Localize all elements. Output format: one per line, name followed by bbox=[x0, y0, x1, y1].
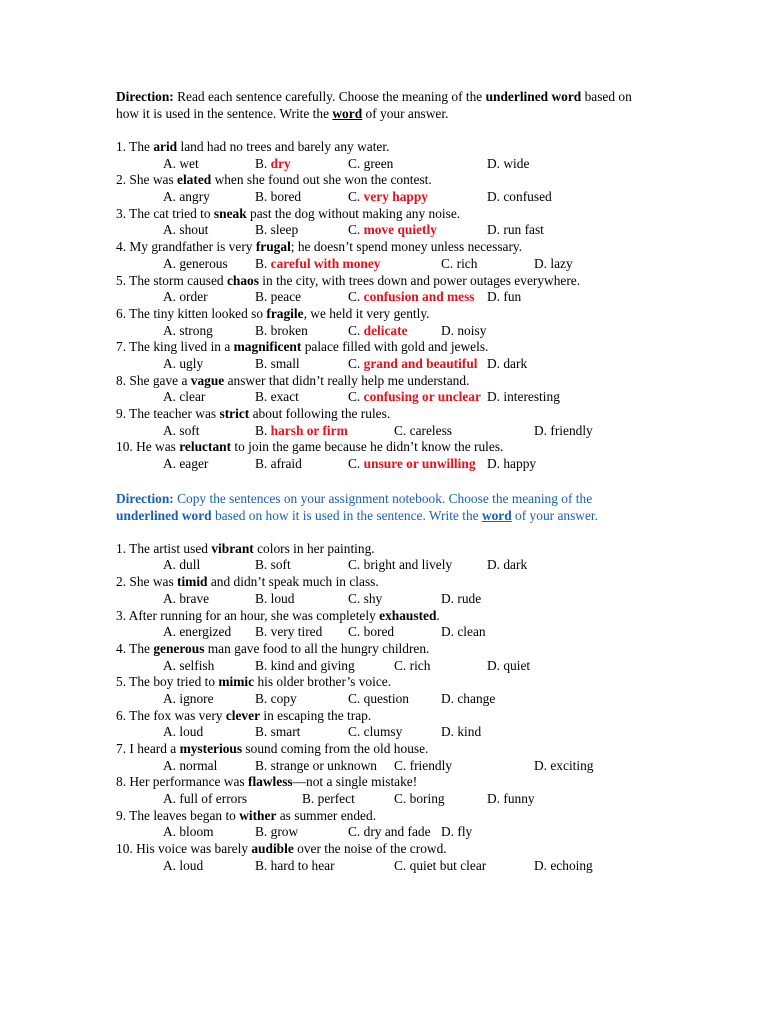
answer-options bbox=[116, 289, 656, 306]
question-text: 8. Her performance was bbox=[116, 774, 248, 790]
direction-2-label: Direction: bbox=[116, 490, 174, 506]
target-word: exhausted bbox=[379, 607, 437, 623]
target-word: magnificent bbox=[233, 339, 302, 355]
question-text: 8. She gave a bbox=[116, 372, 191, 388]
question-text: 2. She was bbox=[116, 574, 177, 590]
direction-1-text-b: based on how it is used in the sentence. Write the bbox=[116, 89, 632, 121]
target-word: arid bbox=[153, 139, 178, 154]
option-b: B. sleep bbox=[255, 222, 299, 238]
question-text: 5. The storm caused bbox=[116, 272, 227, 288]
option-b: B. kind and giving bbox=[255, 657, 355, 673]
question-3 bbox=[116, 608, 656, 625]
question-text: and didn’t speak much in class. bbox=[207, 574, 379, 590]
answer-options bbox=[116, 724, 656, 741]
option-b: B. small bbox=[255, 355, 300, 371]
option-d: D. confused bbox=[487, 189, 552, 205]
answer-options bbox=[116, 691, 656, 708]
question-text: palace filled with gold and jewels. bbox=[301, 339, 489, 355]
option-a: A. ignore bbox=[163, 690, 214, 706]
target-word: frugal bbox=[255, 239, 291, 255]
option-b: B. broken bbox=[255, 322, 308, 338]
option-c-correct: C. grand and beautiful bbox=[348, 355, 478, 371]
direction-1-word: word bbox=[332, 106, 363, 121]
target-word: timid bbox=[177, 574, 208, 590]
question-text: about following the rules. bbox=[249, 406, 391, 422]
section-2-questions bbox=[116, 541, 656, 875]
direction-2-text-b: based on how it is used in the sentence. Write the bbox=[211, 507, 482, 523]
option-c: C. boring bbox=[394, 791, 445, 807]
target-word: vibrant bbox=[211, 540, 254, 556]
target-word: strict bbox=[219, 406, 250, 422]
answer-options bbox=[116, 858, 656, 875]
option-a: A. full of errors bbox=[163, 791, 248, 807]
target-word: generous bbox=[153, 640, 205, 656]
option-a: A. loud bbox=[163, 724, 204, 740]
option-a: A. loud bbox=[163, 857, 204, 873]
correct-answer: careful with money bbox=[270, 255, 381, 271]
question-text: to join the game because he didn’t know the rules. bbox=[231, 439, 504, 455]
option-d: D. dark bbox=[487, 355, 528, 371]
option-c: C. clumsy bbox=[348, 724, 403, 740]
option-b: B. smart bbox=[255, 724, 301, 740]
option-a: A. selfish bbox=[163, 657, 215, 673]
question-text: 3. The cat tried to bbox=[116, 205, 214, 221]
option-b-correct: B. dry bbox=[255, 155, 291, 171]
option-b: B. hard to hear bbox=[255, 857, 335, 873]
question-7 bbox=[116, 741, 656, 758]
direction-2-underlined-word: underlined word bbox=[116, 507, 212, 523]
option-b: B. strange or unknown bbox=[255, 757, 377, 773]
correct-answer: unsure or unwilling bbox=[363, 456, 476, 472]
target-word: mimic bbox=[218, 674, 255, 690]
target-word: fragile bbox=[266, 305, 304, 321]
question-9 bbox=[116, 808, 656, 825]
option-c: C. rich bbox=[441, 255, 478, 271]
option-c: C. bored bbox=[348, 624, 395, 640]
option-d: D. friendly bbox=[534, 422, 593, 438]
answer-options bbox=[116, 658, 656, 675]
target-word: mysterious bbox=[179, 741, 243, 757]
option-a: A. ugly bbox=[163, 355, 204, 371]
section-1-questions bbox=[116, 139, 656, 473]
question-8 bbox=[116, 774, 656, 791]
answer-options bbox=[116, 156, 656, 173]
question-text: 7. I heard a bbox=[116, 741, 180, 757]
option-d: D. fly bbox=[441, 824, 473, 840]
answer-options bbox=[116, 824, 656, 841]
question-9 bbox=[116, 406, 656, 423]
option-d: D. interesting bbox=[487, 389, 560, 405]
question-6 bbox=[116, 708, 656, 725]
question-text: man gave food to all the hungry children. bbox=[204, 640, 430, 656]
target-word: sneak bbox=[213, 205, 247, 221]
option-c: C. shy bbox=[348, 590, 383, 606]
target-word: wither bbox=[239, 807, 277, 823]
option-a: A. clear bbox=[163, 389, 206, 405]
question-6 bbox=[116, 306, 656, 323]
target-word: audible bbox=[251, 841, 294, 857]
target-word: vague bbox=[190, 372, 225, 388]
option-c-correct: C. unsure or unwilling bbox=[348, 456, 476, 472]
correct-answer: harsh or firm bbox=[270, 422, 348, 438]
option-a: A. angry bbox=[163, 189, 210, 205]
answer-options bbox=[116, 356, 656, 373]
question-text: sound coming from the old house. bbox=[242, 741, 429, 757]
option-d: D. exciting bbox=[534, 757, 594, 773]
option-c: C. careless bbox=[394, 422, 453, 438]
question-text: 5. The boy tried to bbox=[116, 674, 219, 690]
correct-answer: grand and beautiful bbox=[363, 355, 478, 371]
question-4 bbox=[116, 239, 656, 256]
direction-2-text-a: Copy the sentences on your assignment notebook. Choose the meaning of the bbox=[173, 490, 593, 506]
question-text: 9. The teacher was bbox=[116, 406, 220, 422]
question-text: when she found out she won the contest. bbox=[211, 172, 432, 188]
question-4 bbox=[116, 641, 656, 658]
option-b: B. soft bbox=[255, 557, 291, 573]
question-text: , we held it very gently. bbox=[303, 305, 430, 321]
option-c: C. green bbox=[348, 155, 394, 171]
direction-2 bbox=[116, 490, 656, 524]
answer-options bbox=[116, 256, 656, 273]
answer-options bbox=[116, 557, 656, 574]
option-a: A. dull bbox=[163, 557, 201, 573]
option-d: D. clean bbox=[441, 624, 486, 640]
question-8 bbox=[116, 373, 656, 390]
option-a: A. normal bbox=[163, 757, 218, 773]
option-d: D. noisy bbox=[441, 322, 487, 338]
correct-answer: dry bbox=[270, 155, 291, 171]
option-d: D. change bbox=[441, 690, 496, 706]
question-10 bbox=[116, 439, 656, 456]
option-d: D. quiet bbox=[487, 657, 531, 673]
question-3 bbox=[116, 206, 656, 223]
option-b: B. exact bbox=[255, 389, 299, 405]
option-d: D. dark bbox=[487, 557, 528, 573]
option-b: B. very tired bbox=[255, 624, 323, 640]
option-d: D. happy bbox=[487, 456, 537, 472]
option-d: D. echoing bbox=[534, 857, 593, 873]
option-b: B. bored bbox=[255, 189, 302, 205]
question-text: his older brother’s voice. bbox=[254, 674, 392, 690]
option-c: C. friendly bbox=[394, 757, 453, 773]
option-c: C. bright and lively bbox=[348, 557, 453, 573]
question-text: 10. He was bbox=[116, 439, 180, 455]
answer-options bbox=[116, 423, 656, 440]
question-text: 6. The tiny kitten looked so bbox=[116, 305, 267, 321]
target-word: clever bbox=[225, 707, 261, 723]
question-text: —not a single mistake! bbox=[292, 774, 418, 790]
option-a: A. brave bbox=[163, 590, 210, 606]
direction-2-word: word bbox=[481, 507, 512, 523]
option-b: B. perfect bbox=[302, 791, 355, 807]
question-text: 2. She was bbox=[116, 172, 177, 188]
option-b: B. loud bbox=[255, 590, 295, 606]
option-a: A. soft bbox=[163, 422, 200, 438]
option-b: B. grow bbox=[255, 824, 299, 840]
option-d: D. rude bbox=[441, 590, 482, 606]
option-c: C. rich bbox=[394, 657, 431, 673]
option-b: B. peace bbox=[255, 289, 302, 305]
option-a: A. strong bbox=[163, 322, 213, 338]
correct-answer: confusion and mess bbox=[363, 289, 475, 305]
option-b-correct: B. careful with money bbox=[255, 255, 381, 271]
direction-1-underlined-word: underlined word bbox=[485, 89, 582, 104]
question-text: 4. My grandfather is very bbox=[116, 239, 256, 255]
question-text: 6. The fox was very bbox=[116, 707, 226, 723]
option-c: C. quiet but clear bbox=[394, 857, 487, 873]
answer-options bbox=[116, 456, 656, 473]
option-b-correct: B. harsh or firm bbox=[255, 422, 348, 438]
question-10 bbox=[116, 841, 656, 858]
direction-1 bbox=[116, 88, 656, 122]
option-a: A. eager bbox=[163, 456, 209, 472]
correct-answer: move quietly bbox=[363, 222, 437, 238]
direction-1-label: Direction: bbox=[116, 89, 174, 104]
question-5 bbox=[116, 674, 656, 691]
answer-options bbox=[116, 389, 656, 406]
answer-options bbox=[116, 591, 656, 608]
option-c-correct: C. confusion and mess bbox=[348, 289, 475, 305]
direction-1-text-c: of your answer. bbox=[362, 106, 449, 121]
option-d: D. funny bbox=[487, 791, 535, 807]
correct-answer: delicate bbox=[363, 322, 408, 338]
option-c: C. question bbox=[348, 690, 410, 706]
correct-answer: confusing or unclear bbox=[363, 389, 481, 405]
option-a: A. shout bbox=[163, 222, 209, 238]
answer-options bbox=[116, 624, 656, 641]
option-a: A. generous bbox=[163, 255, 228, 271]
answer-options bbox=[116, 323, 656, 340]
question-text: colors in her painting. bbox=[253, 540, 375, 556]
option-a: A. order bbox=[163, 289, 208, 305]
question-text: in the city, with trees down and power outages everywhere. bbox=[258, 272, 581, 288]
question-5 bbox=[116, 273, 656, 290]
worksheet-content bbox=[116, 88, 656, 875]
question-1 bbox=[116, 139, 656, 156]
question-text: . bbox=[436, 607, 440, 623]
target-word: chaos bbox=[226, 272, 259, 288]
answer-options bbox=[116, 791, 656, 808]
option-c-correct: C. confusing or unclear bbox=[348, 389, 481, 405]
direction-1-text-a: Read each sentence carefully. Choose the meaning of the bbox=[173, 89, 486, 104]
option-d: D. lazy bbox=[534, 255, 573, 271]
option-a: A. energized bbox=[163, 624, 232, 640]
option-c-correct: C. move quietly bbox=[348, 222, 437, 238]
question-text: 10. His voice was barely bbox=[116, 841, 252, 857]
option-a: A. wet bbox=[163, 155, 199, 171]
question-text: over the noise of the crowd. bbox=[293, 841, 447, 857]
option-d: D. kind bbox=[441, 724, 482, 740]
target-word: elated bbox=[177, 172, 212, 188]
option-c: C. dry and fade bbox=[348, 824, 431, 840]
option-c-correct: C. delicate bbox=[348, 322, 408, 338]
target-word: flawless bbox=[247, 774, 293, 790]
target-word: reluctant bbox=[179, 439, 232, 455]
question-text: 3. After running for an hour, she was completely bbox=[116, 607, 380, 623]
question-text: ; he doesn’t spend money unless necessary. bbox=[290, 239, 523, 255]
question-text: 1. The artist used bbox=[116, 540, 212, 556]
question-text: as summer ended. bbox=[276, 807, 377, 823]
correct-answer: very happy bbox=[363, 189, 428, 205]
option-d: D. run fast bbox=[487, 222, 544, 238]
question-7 bbox=[116, 339, 656, 356]
question-text: land had no trees and barely any water. bbox=[177, 139, 390, 154]
question-2 bbox=[116, 172, 656, 189]
question-text: 9. The leaves began to bbox=[116, 807, 240, 823]
option-d: D. fun bbox=[487, 289, 522, 305]
answer-options bbox=[116, 189, 656, 206]
option-b: B. afraid bbox=[255, 456, 302, 472]
question-text: past the dog without making any noise. bbox=[246, 205, 461, 221]
answer-options bbox=[116, 222, 656, 239]
option-d: D. wide bbox=[487, 155, 530, 171]
question-text: 1. The bbox=[116, 139, 154, 154]
question-text: answer that didn’t really help me understand. bbox=[224, 372, 470, 388]
option-a: A. bloom bbox=[163, 824, 214, 840]
question-text: in escaping the trap. bbox=[260, 707, 372, 723]
question-2 bbox=[116, 574, 656, 591]
direction-2-text-c: of your answer. bbox=[511, 507, 598, 523]
answer-options bbox=[116, 758, 656, 775]
question-text: 4. The bbox=[116, 640, 154, 656]
question-1 bbox=[116, 541, 656, 558]
option-c-correct: C. very happy bbox=[348, 189, 428, 205]
question-text: 7. The king lived in a bbox=[116, 339, 234, 355]
option-b: B. copy bbox=[255, 690, 297, 706]
